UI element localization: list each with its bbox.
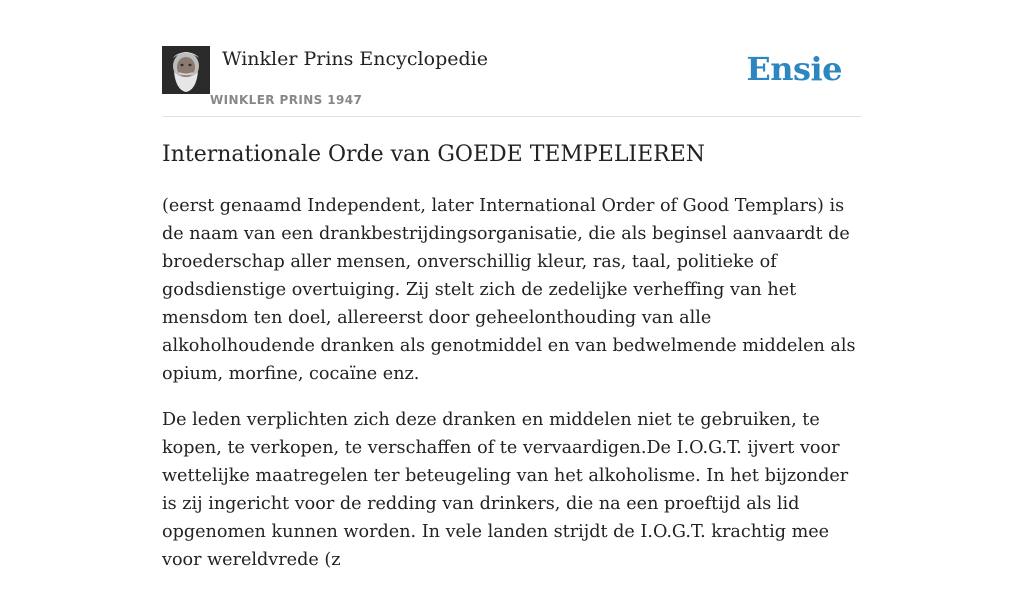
bearded-man-portrait-icon [162,46,210,94]
source-edition[interactable]: WINKLER PRINS 1947 [210,93,363,107]
article-title: Internationale Orde van GOEDE TEMPELIEREN [162,142,706,167]
article-paragraph: De leden verplichten zich deze dranken en middelen niet te gebruiken, te kopen, te verkopen, te verschaffen of te vervaardigen.De I.O.G.T. ijvert voor wettelijke maatregelen ter beteugeling van het alkoholisme. In het bijzonder is zij ingericht voor de redding van drinkers, die na een proeftijd als lid opgenomen kunnen worden. In vele landen strijdt de I.O.G.T. krachtig mee voor wereldvrede (z [162,410,849,570]
ensie-logo[interactable]: Ensie [746,50,842,88]
article-body [162,192,862,592]
avatar[interactable] [162,46,210,94]
article-page [162,0,862,570]
source-name[interactable]: Winkler Prins Encyclopedie [222,48,488,70]
source-header [162,46,862,117]
article-paragraph: (eerst genaamd Independent, later International Order of Good Templars) is de naam van een drankbestrijdingsorganisatie, die als beginsel aanvaardt de broederschap aller mensen, onverschillig kleur, ras, taal, politieke of godsdienstige overtuiging. Zij stelt zich de zedelijke verheffing van het mensdom ten doel, allereerst door geheelonthouding van alle alkoholhoudende dranken als genotmiddel en van bedwelmende middelen als opium, morfine, cocaïne enz. [162,196,856,384]
